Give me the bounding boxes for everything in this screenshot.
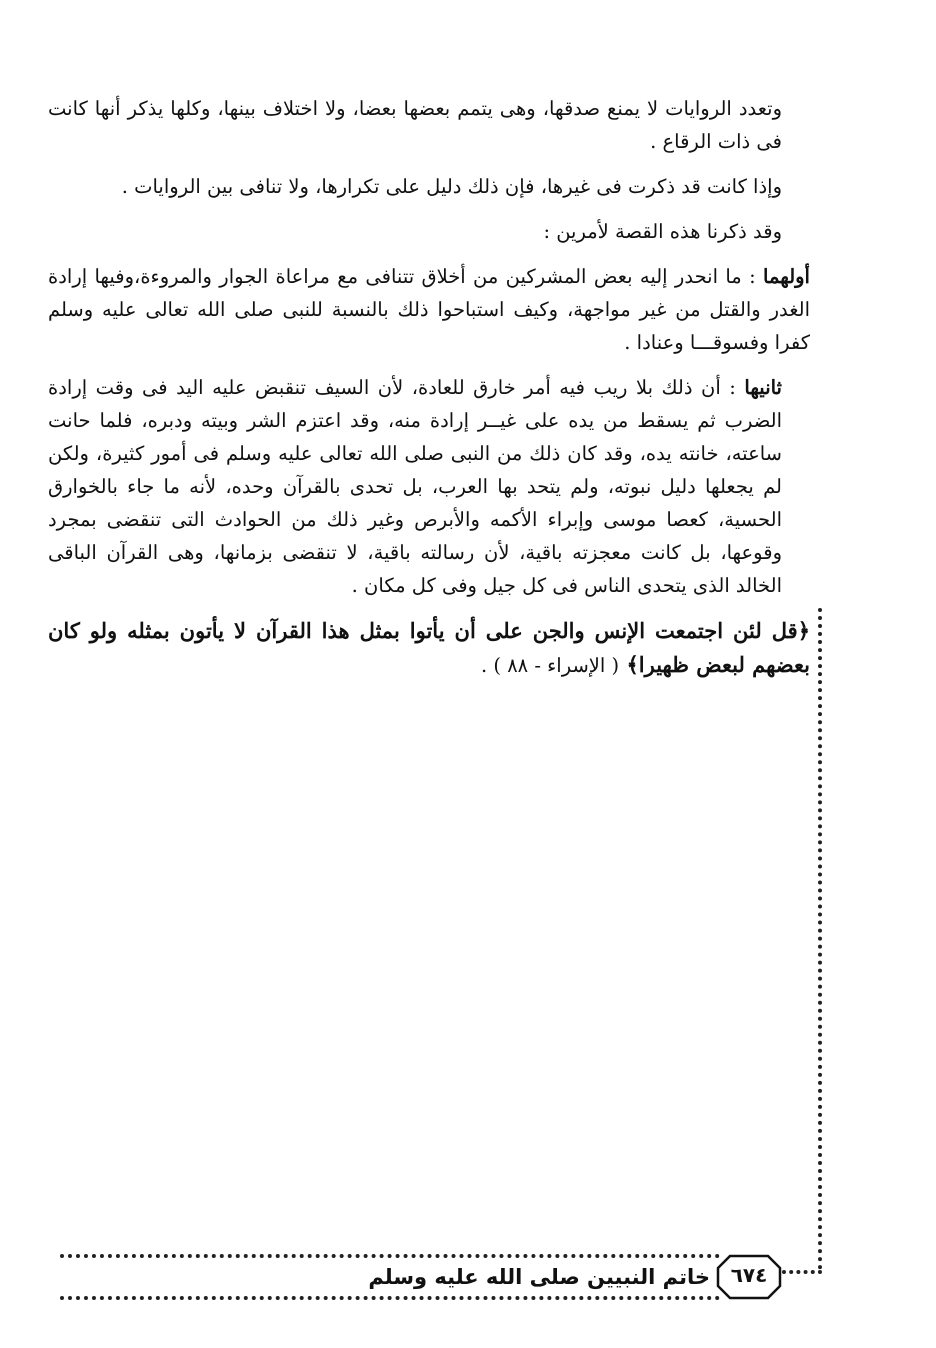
paragraph-repetition: وإذا كانت قد ذكرت فى غيرها، فإن ذلك دليل على تكرارها، ولا تنافى بين الروايات . [121, 175, 782, 198]
paragraph-two-reasons: وقد ذكرنا هذه القصة لأمرين : [543, 220, 782, 243]
paragraph-first-reason [48, 260, 810, 359]
margin-border-vertical [818, 608, 822, 1270]
page-number: ٦٧٤ [730, 1263, 768, 1287]
second-reason-heading: ثانيها [744, 376, 782, 399]
second-reason-text: : أن ذلك بلا ريب فيه أمر خارق للعادة، لأن السيف تنقبض عليه اليد فى وقت إرادة الضرب ثم يسقط من يده على غيــر إرادة منه، وقد اعتزم الشر وبيته ودبره، فلما حانت ساعته، خانته يده، وقد كان ذلك من النبى صلى الله تعالى عليه وسلم فى أمور كثيرة، ولكن لم يجعلها دليل نبوته، ولم يتحد بها العرب، بل تحدى بالقرآن وحده، لأنه ما جاء بالخوارق الحسية، كعصا موسى وإبراء الأكمه والأبرص وغير ذلك من الحوادث التى تنقضى بمجرد وقوعها، بل كانت معجزته باقية، لأن رسالته باقية، لا تنقضى بزمانها، وهى القرآن الباقى الخالد الذى يتحدى الناس فى كل جيل وفى كل مكان . [48, 376, 782, 597]
first-reason-heading: أولهما [763, 265, 810, 288]
first-reason-text: : ما انحدر إليه بعض المشركين من أخلاق تتنافى مع مراعاة الجوار والمروءة،وفيها إرادة الغدر والقتل من غير مواجهة، وكيف استباحوا ذلك بالنسبة للنبى صلى الله تعالى عليه وسلم كفرا وفسوقـــا وعنادا . [48, 265, 810, 354]
verse-reference: ( الإسراء - ٨٨ ) . [480, 654, 620, 677]
book-title: خاتم النبيين صلى الله عليه وسلم [368, 1265, 710, 1289]
quran-verse [48, 614, 810, 683]
page-number-badge [716, 1254, 782, 1300]
paragraph-narrations: وتعدد الروايات لا يمنع صدقها، وهى يتمم بعضها بعضا، ولا اختلاف بينها، وكلها يذكر أنها كانت فى ذات الرقاع . [48, 97, 782, 153]
body-text [48, 92, 810, 695]
paragraph-second-reason [48, 371, 810, 602]
footer-border-right [782, 1270, 822, 1274]
verse-text: ﴿قل لئن اجتمعت الإنس والجن على أن يأتوا بمثل هذا القرآن لا يأتون بمثله ولو كان بعضهم لبعض ظهيرا﴾ [48, 618, 810, 677]
footer-border-top [60, 1254, 720, 1258]
footer-border-bottom [60, 1296, 720, 1300]
